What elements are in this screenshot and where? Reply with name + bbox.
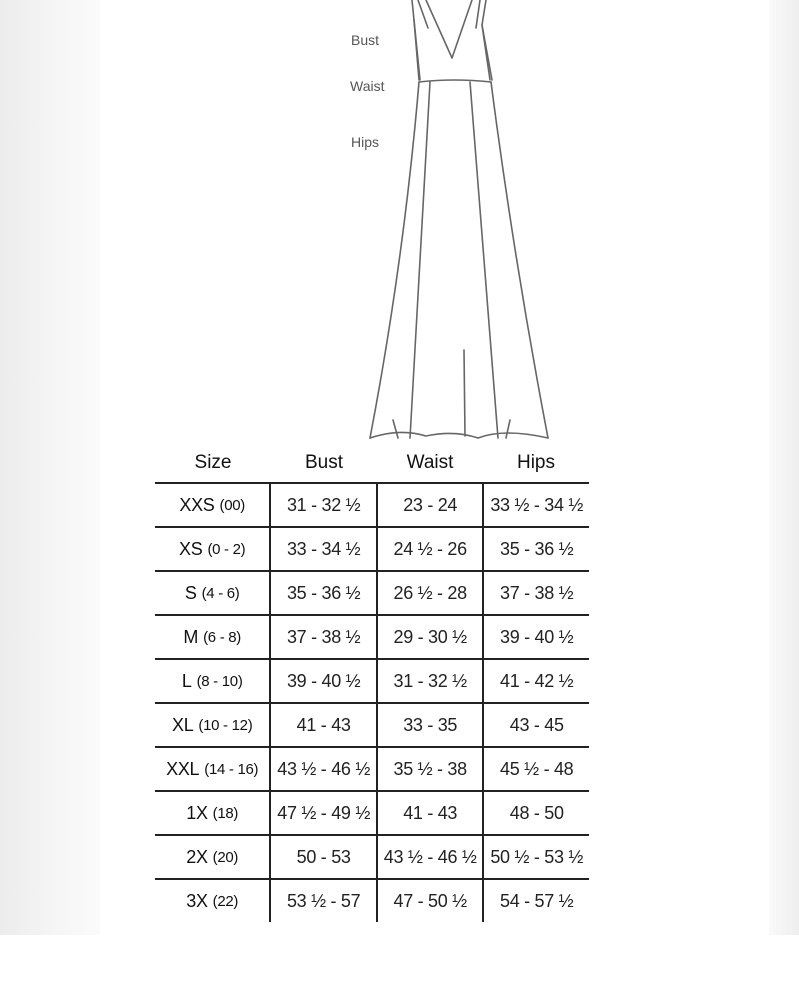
waist-cell: 26 ½ - 28	[376, 572, 483, 614]
size-cell	[155, 880, 269, 922]
header-hips: Hips	[516, 452, 555, 473]
size-name: XL	[171, 714, 194, 735]
table-row	[155, 792, 589, 836]
bottom-margin	[0, 935, 799, 1001]
waist-cell: 33 - 35	[376, 704, 483, 746]
hips-label: Hips	[351, 134, 380, 150]
header-size: Size	[194, 452, 232, 473]
size-name: M	[183, 626, 199, 647]
table-header	[155, 444, 589, 482]
size-name: S	[184, 582, 197, 603]
hips-cell: 35 - 36 ½	[482, 528, 589, 570]
dress-outline-icon	[330, 0, 570, 445]
table-row	[155, 484, 589, 528]
size-name: 2X	[186, 846, 208, 867]
size-range: (10 - 12)	[198, 716, 253, 734]
waist-cell: 31 - 32 ½	[376, 660, 483, 702]
waist-label: Waist	[350, 78, 385, 94]
table-row	[155, 660, 589, 704]
table-body	[155, 482, 589, 922]
bust-cell: 33 - 34 ½	[269, 528, 376, 570]
bust-cell: 50 - 53	[269, 836, 376, 878]
table-row	[155, 880, 589, 922]
size-cell	[155, 528, 269, 570]
hips-cell: 50 ½ - 53 ½	[482, 836, 589, 878]
hips-cell: 33 ½ - 34 ½	[482, 484, 589, 526]
right-background-shade	[769, 0, 799, 935]
dress-diagram	[330, 0, 570, 445]
hips-cell: 37 - 38 ½	[482, 572, 589, 614]
size-range: (6 - 8)	[203, 628, 241, 646]
size-range: (14 - 16)	[204, 760, 259, 778]
hips-cell: 39 - 40 ½	[482, 616, 589, 658]
size-range: (00)	[219, 496, 245, 514]
size-range: (8 - 10)	[196, 672, 243, 690]
bust-label: Bust	[351, 32, 380, 48]
size-range: (0 - 2)	[207, 540, 246, 558]
size-cell	[155, 660, 269, 702]
waist-cell: 29 - 30 ½	[376, 616, 483, 658]
waist-cell: 47 - 50 ½	[376, 880, 483, 922]
table-row	[155, 616, 589, 660]
table-row	[155, 528, 589, 572]
size-range: (22)	[212, 892, 239, 910]
left-background-shade	[0, 0, 100, 935]
size-range: (4 - 6)	[201, 584, 240, 602]
table-row	[155, 748, 589, 792]
size-cell	[155, 704, 269, 746]
table-row	[155, 704, 589, 748]
waist-cell: 35 ½ - 38	[376, 748, 483, 790]
size-chart-table	[155, 444, 589, 922]
table-row	[155, 836, 589, 880]
size-name: XXS	[179, 494, 215, 515]
bust-cell: 41 - 43	[269, 704, 376, 746]
header-bust: Bust	[304, 452, 344, 473]
bust-cell: 31 - 32 ½	[269, 484, 376, 526]
size-range: (20)	[212, 848, 239, 866]
bust-cell: 53 ½ - 57	[269, 880, 376, 922]
size-name: XS	[179, 538, 203, 559]
hips-cell: 43 - 45	[482, 704, 589, 746]
size-name: L	[181, 670, 192, 691]
bust-cell: 37 - 38 ½	[269, 616, 376, 658]
waist-cell: 24 ½ - 26	[376, 528, 483, 570]
waist-cell: 23 - 24	[376, 484, 483, 526]
size-cell	[155, 792, 269, 834]
size-name: 1X	[186, 802, 208, 823]
bust-cell: 43 ½ - 46 ½	[269, 748, 376, 790]
waist-cell: 41 - 43	[376, 792, 483, 834]
size-cell	[155, 616, 269, 658]
size-cell	[155, 836, 269, 878]
hips-cell: 54 - 57 ½	[482, 880, 589, 922]
hips-cell: 45 ½ - 48	[482, 748, 589, 790]
header-waist: Waist	[406, 452, 454, 473]
size-cell	[155, 748, 269, 790]
table-row	[155, 572, 589, 616]
bust-cell: 35 - 36 ½	[269, 572, 376, 614]
size-cell	[155, 572, 269, 614]
size-name: 3X	[186, 890, 208, 911]
hips-cell: 48 - 50	[482, 792, 589, 834]
size-cell	[155, 484, 269, 526]
size-name: XXL	[166, 758, 200, 779]
waist-cell: 43 ½ - 46 ½	[376, 836, 483, 878]
bust-cell: 39 - 40 ½	[269, 660, 376, 702]
size-range: (18)	[212, 804, 239, 822]
hips-cell: 41 - 42 ½	[482, 660, 589, 702]
bust-cell: 47 ½ - 49 ½	[269, 792, 376, 834]
